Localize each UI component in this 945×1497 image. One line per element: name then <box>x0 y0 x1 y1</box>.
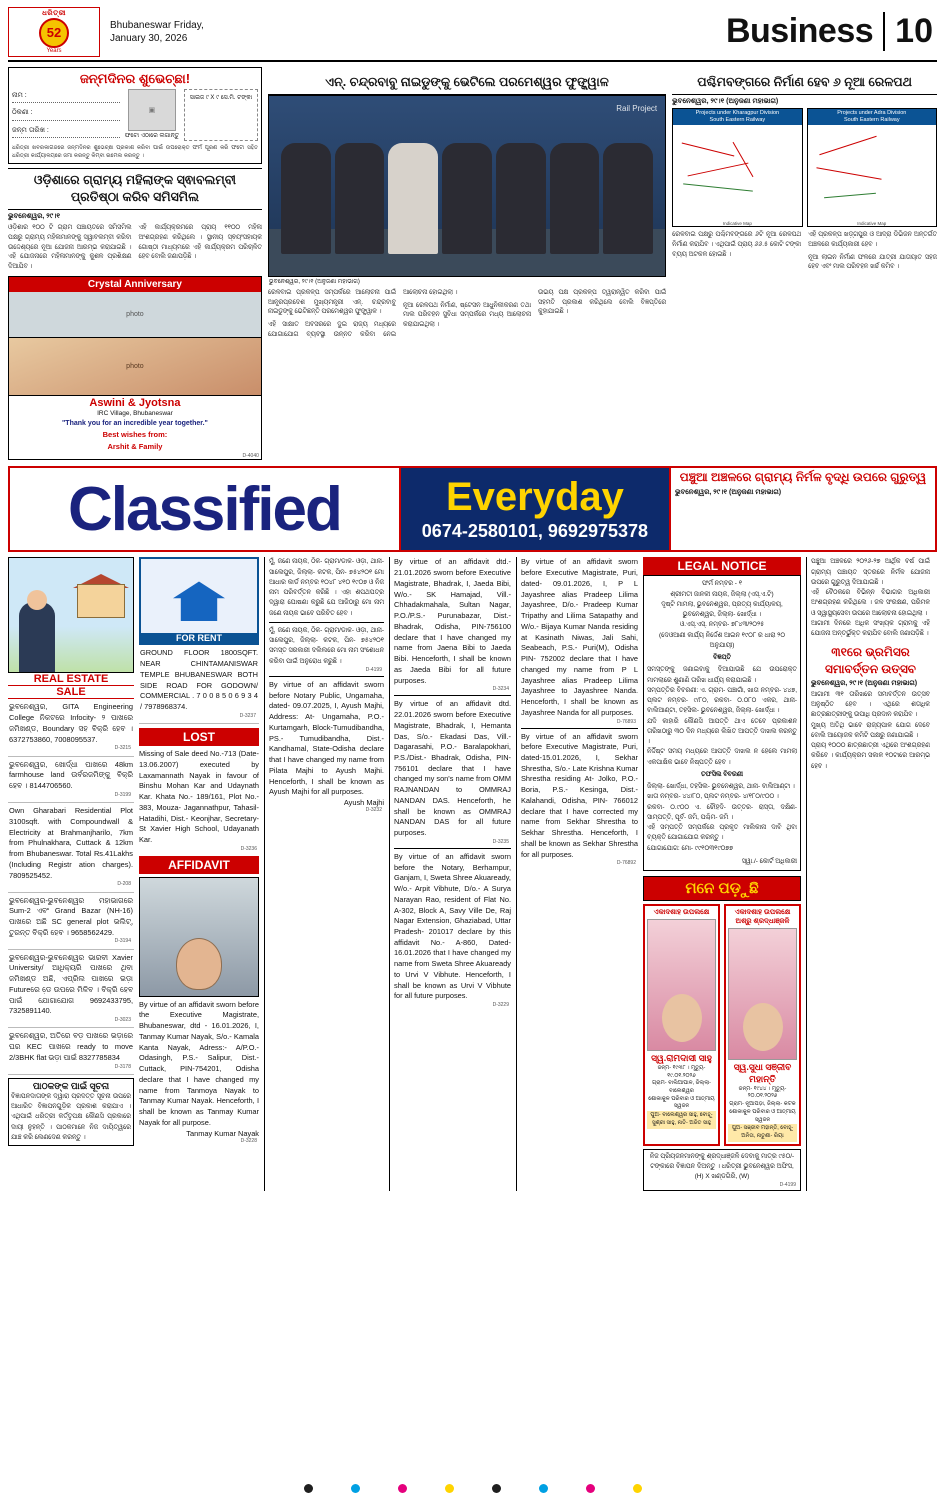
lost-notice-text: Missing of Sale deed No.-713 (Date- 13.06.2007) executed by Laxamannath Nayak in favour of Binshu Mohan Kar and Udaynath Kar. Khata No.- 189/161, Plot No.- 383, Mouza- Jagannathpur, Tahasil- Hatadihi, Dist.- Keonjhar, Secretary- St Xavier High School, Udayanath Kar. <box>139 749 259 845</box>
reader-notice-title: ପାଠକଙ୍କ ପାଇଁ ସୂଚନା <box>32 1080 110 1091</box>
page-number: 10 <box>883 12 933 51</box>
mid-story-1-photo <box>268 95 666 277</box>
color-dot <box>398 1484 407 1493</box>
left-article-para-2: ଏହି କାର୍ଯ୍ୟକ୍ରମରେ ପ୍ରାୟ ୧୧୦୦ ମହିଳା ଅଂଶଗ୍ରହଣ କରିଥିଲେ । ସ୍ଥାନୀୟ ସ୍ଵୟଂସହାୟକ ଗୋଷ୍ଠୀ ମାଧ୍ୟମରେ ଏହି କାର୍ଯ୍ୟକ୍ରମ ପରିଚାଳିତ ହେବ ବୋଲି ଜଣାପଡ଼ିଛି । <box>138 224 262 261</box>
classified-wordmark <box>10 468 401 550</box>
affidavit-signature: Ayush Majhi <box>343 798 384 808</box>
anniversary-quote: "Thank you for an incredible year together." <box>61 419 208 427</box>
dateline-date: January 30, 2026 <box>110 32 188 44</box>
memorial-rate-box <box>643 1149 801 1192</box>
mid-story-1-body <box>268 288 666 340</box>
ad-code: D-3199 <box>114 791 131 798</box>
real-estate-title-line2: SALE <box>8 686 134 699</box>
color-dot <box>633 1484 642 1493</box>
legal-body-2: ସମ୍ପତ୍ତିର ବିବରଣୀ: ଏ. ଗ୍ରାମ- ପଞ୍ଚାଗାଁ, ଖାତା ନମ୍ବର- ୪୪୭, ପ୍ଲଟ ନମ୍ବର- ୯/୮୦, ରକବା- ୦.୦୮୦ ଏକର, ଥାନା- ବାଲିଆଣ୍ଟା, ତହସିଲ- ଭୁବନେଶ୍ୱର, ଜିଲ୍ଲା- ଖୋର୍ଦ୍ଧା । <box>647 686 797 715</box>
memorial-rate-code: D-4199 <box>779 1182 796 1189</box>
map-2-title: Projects under Adra Division <box>837 109 907 116</box>
anniversary-ad-code: D-4040 <box>242 453 259 460</box>
right-story-1-para-1: ପଞ୍ଚୁଆ ଅଞ୍ଚଳରେ ୨୦୨୬-୨୭ ଆର୍ଥିକ ବର୍ଷ ପାଇଁ ଗ୍ରାମ୍ୟ ପଞ୍ଚାୟତ ସ୍ତରରେ ନିର୍ମଳ ଯୋଜନା ଉପରେ ଗୁରୁତ୍ୱ ଦିଆଯାଇଛି । <box>811 558 930 586</box>
real-estate-illustration <box>8 557 134 673</box>
memorial-dates: ଜନ୍ମ- ୧୯୩୮ । ମୃତ୍ୟୁ- ୧୯.୦୧.୨୦୨୬ <box>657 1065 706 1079</box>
memorial-note: ଶୋକାକୁଳ ପରିବାର ଓ ଆତ୍ମୀୟ ସ୍ୱଜନ <box>648 1095 715 1110</box>
left-article-body <box>8 223 262 272</box>
logo-wordmark: ଧରିତ୍ରୀ <box>42 9 66 17</box>
logo-anniversary-circle: 52 <box>39 18 69 48</box>
memorial-photo <box>647 919 716 1051</box>
right-column <box>672 67 937 460</box>
memorial-ads <box>643 904 801 1145</box>
masthead <box>8 6 937 62</box>
legal-act-reference: (ଦେଓଆଣୀ କାର୍ଯ୍ୟ ନିର୍ଦ୍ଦେଶ ଆଇନ ୧୯୦୮ ର ଧାରା ୨୦ ଅନୁଯାୟୀ) <box>659 631 785 649</box>
lost-section-header: LOST <box>139 728 259 746</box>
mid-story-1-caption: ଭୁବନେଶ୍ୱର, ୨୯।୧ (ଅନୁଜଣା ମହାଭାଗ) <box>268 278 360 285</box>
memorial-note: ଶୋକାକୁଳ ପରିବାର ଓ ଆତ୍ମୀୟ ସ୍ୱଜନ <box>729 1108 796 1123</box>
right-story-1-para-3: ଆଗାମୀ ଦିନରେ ଅଧିକ ସଂଖ୍ୟକ ଗ୍ରାମକୁ ଏହି ଯୋଜନା ଅନ୍ତର୍ଭୁକ୍ତ କରାଯିବ ବୋଲି ଜଣାପଡ଼ିଛି । <box>811 619 930 638</box>
ad-code: D-3178 <box>114 1063 131 1070</box>
railway-maps <box>672 108 937 227</box>
classified-phone-numbers[interactable]: 0674-2580101, 9692975378 <box>421 520 649 541</box>
greeting-form-fields <box>12 89 120 141</box>
anniversary-from-names: Arshit & Family <box>107 441 163 451</box>
map-1-title: Projects under Kharagpur Division <box>695 109 780 116</box>
affidavit-text: By virtue of an affidavit sworn before Notary Public, Ungamaha, dated- 09.07.2025, I, Ayush Majhi, Address: At- Ungamaha, P.O.- Kurtamgarh, Block-Tumudibandha, PS.- Tumudibandha, Dist.- Kandhamal, State-Odisha declare that I have changed my name from Pilata Majhi to Ayush Majhi. Henceforth, I shall be known as Ayush Majhi for all purposes. <box>269 679 384 797</box>
map-1-subtitle: South Eastern Railway <box>709 117 766 124</box>
top-content-area <box>8 67 937 460</box>
anniversary-title: Crystal Anniversary <box>9 277 261 292</box>
mid-story-1-headline: ଏନ୍. ଚନ୍ଦ୍ରବାବୁ ନାଇଡୁଙ୍କୁ ଭେଟିଲେ ପରମେଶ୍ୱର ଫୁଙ୍କ୍ୱାଳ <box>268 71 666 95</box>
right-story-2-para-3: ପ୍ରାୟ ୧୦୦୦ ଛାତ୍ରଛାତ୍ରୀ ଏଥିରେ ଅଂଶଗ୍ରହଣ କରିବେ । କାର୍ଯ୍ୟକ୍ରମ ସକାଳ ୧୦ଟାରେ ଆରମ୍ଭ ହେବ । <box>811 742 930 770</box>
mid-story-1-para-4: ଉଭୟ ପକ୍ଷ ପ୍ରକଳ୍ପ ତ୍ୱରାନ୍ୱିତ କରିବା ପାଇଁ ସହମତି ପ୍ରକାଶ କରିଥିଲେ ବୋଲି ବିଜ୍ଞପ୍ତିରେ କୁହାଯାଇଛି । <box>538 288 667 316</box>
ad-code: D-3237 <box>239 712 256 719</box>
legal-property-line-3: ରକବା- ୦.୯୦୦ ଏ. ଚୌହଦି- ଉତ୍ତର- ରାସ୍ତା, ଦକ୍ଷିଣ- ସାମ୍ପତ୍ତି, ପୂର୍ବ- ଜମି, ପଶ୍ଚିମ- ଜମି । <box>647 803 797 821</box>
greeting-title: ଜନ୍ମଦିନର ଶୁଭେଚ୍ଛା! <box>79 71 191 86</box>
affidavit-signature: Tanmay Kumar Nayak <box>186 1128 259 1138</box>
right-story-2-para-2: ମୁଖ୍ୟ ଅତିଥି ଭାବେ ରାଜ୍ୟପାଳ ଯୋଗ ଦେବେ ବୋଲି ଆୟୋଜକ କମିଟି ପକ୍ଷରୁ ଜଣାଯାଇଛି । <box>811 721 930 739</box>
affidavit-ad-code: D-3229 <box>492 1002 509 1009</box>
map-card-adra <box>807 108 937 227</box>
color-dot <box>539 1484 548 1493</box>
color-dot <box>304 1484 313 1493</box>
affidavit-column-4 <box>516 557 638 1191</box>
affidavit-portrait-photo <box>139 877 259 997</box>
legal-court-line-2: ଦୃଷ୍ଟି ମାମଲା, ଭୁବନେଶ୍ୱର, ପ୍ରତ୍ୟ କାର୍ଯ୍ୟାଳୟ, ଭୁବନେଶ୍ୱର, ଜିଲ୍ଲା- ଖୋର୍ଦ୍ଧା । <box>661 600 783 619</box>
greeting-field-address: ଠିକଣା : <box>12 106 120 120</box>
mid-story-2-para-3: ନୂଆ ଲାଇନ ନିର୍ମାଣ ଫଳରେ ଯାତ୍ରୀ ଯାତାୟାତ ସହଜ ହେବ ଏବଂ ମାଲ ପରିବହନ ଖର୍ଚ୍ଚ କମିବ । <box>808 253 937 271</box>
mid-story-2-body <box>672 230 937 272</box>
anniversary-from-label: Best wishes from: <box>102 429 168 439</box>
memorial-name: ସ୍ୱ.ରାମଦାସୀ ସାହୁ <box>651 1053 712 1064</box>
classified-banner <box>8 466 937 552</box>
legal-signature: ସ୍ୱା./- କୋର୍ଟ ଅଧିକାରୀ <box>741 857 797 865</box>
classified-ad <box>139 645 259 724</box>
color-dot <box>586 1484 595 1493</box>
real-estate-column <box>8 557 134 1191</box>
odia-affidavit-column <box>264 557 384 1191</box>
classified-word: Classified <box>67 474 341 544</box>
reader-notice-text: ବିଜ୍ଞାପନଦାତାଙ୍କ ଦ୍ୱାରା ପ୍ରଦତ୍ତ ସୂଚନା ଉପରେ ଆଧାରିତ ବିଜ୍ଞାପନଗୁଡ଼ିକ ପ୍ରକାଶ କରାଯାଏ । ଏଥିପାଇଁ ଧରିତ୍ରୀ କର୍ତ୍ତୃପକ୍ଷ କୌଣସି ପ୍ରକାରେ ଦାୟୀ ନୁହନ୍ତି । ପାଠକମାନେ ନିଜ ଦାୟିତ୍ୱରେ ଯାଞ୍ଚ କରି ଲେଣଦେଣ କରନ୍ତୁ । <box>11 1092 131 1141</box>
ad-code: D-3023 <box>114 1017 131 1024</box>
affidavit-ad-code: D-3228 <box>240 1137 257 1144</box>
affidavit-column-3 <box>389 557 511 1191</box>
anniversary-photo-top: photo <box>9 292 261 338</box>
legal-court-line-1: ଶ୍ରୀମତୀ ଜାନକୀ ନାୟକ, ଜିଲ୍ଲା (ଏସ୍.ଏ.ଟି) <box>670 590 774 598</box>
legal-case-number: ଓ.ଏସ୍.ଏସ୍. ନମ୍ବର- ୭୮୪୩/୨୦୨୫ <box>679 621 765 629</box>
map-1-caption: Indicative Map <box>722 221 752 227</box>
right-story-1-para-2: ଏହି ବୈଠକରେ ବିଭିନ୍ନ ବିଭାଗର ଅଧିକାରୀ ଅଂଶଗ୍ରହଣ କରିଥିଲେ । ଜଳ ସଂରକ୍ଷଣ, ପରିମଳ ଓ ସ୍ୱାସ୍ଥ୍ୟସେବା ଉପରେ ଆଲୋଚନା ହୋଇଥିଲା । <box>811 589 930 617</box>
legal-body-3: ଯଦି କାହାରି କୌଣସି ଆପତ୍ତି ଥାଏ ତେବେ ପ୍ରକାଶନ ତାରିଖଠାରୁ ୩୦ ଦିନ ମଧ୍ୟରେ ଲିଖିତ ଆପତ୍ତି ଦାଖଲ କରନ୍ତୁ । <box>647 717 797 746</box>
left-article-headline: ଓଡ଼ିଶାରେ ଗ୍ରାମ୍ୟ ମହିଲାଙ୍କ ସ୍ଵାବଲମ୍ବୀ ପ୍ରତିଷ୍ଠା କରିବ ସମିସମିଲ <box>8 168 262 210</box>
mid-story-1-para-3: ନୂଆ ରେଳପଥ ନିର୍ମାଣ, ଷ୍ଟେସନ ଆଧୁନିକୀକରଣ ତଥା ମାଲ ପରିବହନ ସୁବିଧା ସମ୍ପର୍କରେ ମଧ୍ୟ ଆଲୋଚନା କରାଯାଇଥିଲା । <box>402 301 532 329</box>
lost-ad-code: D-3236 <box>240 845 257 852</box>
legal-property-line-2: ଖାତା ନମ୍ବର- ୪୪/୮୦, ପ୍ଲଟ ନମ୍ବର- ୪/୧୮୦/୯୦୦ । <box>647 793 779 801</box>
for-rent-illustration <box>139 557 259 645</box>
ad-text: ଭୁବନେଶ୍ୱର, ଅତିରେ ବଡ଼ ପାଖରେ ଭଡ଼ାରେ ଘର KEC ପାଖରେ ready to move 2/3BHK flat ଭଡ଼ା ପାଇଁ 8327785834 <box>9 1031 133 1062</box>
middle-column <box>268 67 666 460</box>
classified-ad <box>8 757 134 803</box>
greeting-photo-caption: ଫଟୋ ଏଠାରେ ଲଗାନ୍ତୁ <box>124 133 180 139</box>
mid-story-1-para-2: ଏହି ସାକ୍ଷାତ ଅବସରରେ ଦୁଇ ରାଜ୍ୟ ମଧ୍ୟରେ ଯୋଗାଯୋଗ ବ୍ୟବସ୍ଥା ଉନ୍ନତ କରିବା ନେଇ ଆଲୋଚନା ହୋଇଥିଲା । <box>267 288 458 338</box>
legal-contact: ଯୋଗାଯୋଗ: ମୋ- ୯୯୧୦୩୧୯୦୭୭ <box>647 844 734 852</box>
anniversary-photo-couple: photo <box>9 338 261 396</box>
legal-property-title: ତଫସିଲ ବିବରଣୀ <box>701 770 743 778</box>
memorial-occasion: ଏକାଦଶାହ ଉପଲକ୍ଷେ ଅଶ୍ରୁ ଶ୍ରଦ୍ଧାଞ୍ଜଳି <box>734 909 791 926</box>
ad-code: D-3194 <box>114 938 131 945</box>
classified-ad <box>8 950 134 1029</box>
classified-contact <box>401 468 669 550</box>
mid-story-2-byline: ଭୁବନେଶ୍ୱର, ୨୯।୧ (ଅନୁଜଣା ମହାଭାଗ) <box>672 97 779 105</box>
memorial-family: ପୁଅ- ସଞ୍ଜୀବ ମହାନ୍ତି, ବୋହୂ- ଅନିତା, ନାତୁଣୀ- ରିୟା <box>728 1124 797 1141</box>
legal-notice-box <box>643 575 801 871</box>
legal-form-line: ଫର୍ମ ନମ୍ବର - ୧ <box>701 580 743 588</box>
section-title: Business <box>725 12 874 50</box>
classified-section <box>8 557 937 1191</box>
real-estate-title-line1: REAL ESTATE <box>8 673 134 686</box>
odia-affidavit-para-1: ମୁଁ, ଜଣେ ନାୟକ, ଠିକ- ଗ୍ରାମ/ଡାକ- ଓଡ଼ା, ଥାନା- ସାଲେପୁର, ଜିଲ୍ଲା- କଟକ, ପିନ- ୭୫୪୨୦୧ ମୋ ଆଧାର କାର୍ଡ ନମ୍ବର ୧୦୪୮ ୪୧୦ ୧୯୦୭ ଓ ନିଜ ନାମ ପରିବର୍ତ୍ତନ କରିଛି । ଏହା ଶପଥପତ୍ର ଦ୍ୱାରା ଘୋଷଣା କରୁଛି ଯେ ଆଜିଠାରୁ ମୋ ନାମ ଜଣେ ନାୟକ ଭାବେ ପରିଚିତ ହେବ । <box>269 558 384 617</box>
dateline <box>100 19 204 45</box>
right-story-1-head-area <box>669 468 935 550</box>
ad-text: ଭୁବନେଶ୍ୱର, ଖୋର୍ଦ୍ଧା ପାଖରେ 48km farmhouse land ଉର୍ବରଜମିଙ୍କୁ ବିକ୍ରି ହେବ । 8144706560. <box>9 759 133 791</box>
odia-affidavit-code: D-4199 <box>365 666 382 673</box>
legal-and-memorial-column <box>643 557 801 1191</box>
legal-body-4: ନିର୍ଦ୍ଦିଷ୍ଟ ସମୟ ମଧ୍ୟରେ ଆପତ୍ତି ଦାଖଲ ନ ହେଲେ ମାମଲା ଏକପାକ୍ଷିକ ଭାବେ ନିଷ୍ପତ୍ତି ହେବ । <box>647 748 797 766</box>
memorial-section-header: ମନେ ପଡ଼ୁଛି <box>643 876 801 901</box>
right-story-2-byline: ଭୁବନେଶ୍ୱର, ୨୯।୧ (ଅନୁଜଣା ମହାଭାଗ) <box>811 679 918 687</box>
anniversary-address: IRC Village, Bhubaneswar <box>97 409 173 417</box>
registration-color-dots <box>0 1484 945 1493</box>
map-1-image <box>673 125 801 221</box>
affidavit-text: By virtue of an affidavit sworn before Executive Magistrate, Puri, dated- 09.01.2026, I, P L Jayashree alias Pradeep Lilima Jayashree, D/o.- Pradeep Kumar Tripathy and Lilima Satapathy and W/o.- Bijaya Kumar Nanda residing at Kasinath Niwas, Jali Sahi, Seabeach, P.S.- Puri(M), Odisha PIN- 752002 declare that I have changed my name from P L Jayashree alias Pradeep Lilima Jayashree to Jayashree Nanda. Henceforth, I shall be known as Jayashree Nanda for all purposes. <box>521 557 638 717</box>
memorial-family: ପୁଅ- ବାଲେଶ୍ୱର ସାହୁ, ବୋହୂ- ସୁଶ୍ରୀ ସାହୁ, ନାତି- ଅଜିତ ସାହୁ <box>647 1111 716 1128</box>
right-news-column <box>806 557 930 1191</box>
ad-text: ଭୁବନେଶ୍ୱର, GITA Engineering College ନିକଟରେ Infocity- ୨ ପାଖରେ ଜମିଖଣ୍ଡ, Boundary ସହ ବିକ୍ରି ହେବ । 6372753860, 7008095537. <box>9 702 133 744</box>
affidavit-ad-code: D-76893 <box>616 718 636 725</box>
right-story-2-headline: ୩୧ରେ ଭ୍ରମିସର ସମାବର୍ତ୍ତନ ଉତ୍ସବ <box>825 645 916 676</box>
affidavit-text: By virtue of an affidavit sworn before the Notary, Berhampur, Ganjam, I, Sweta Shree Akuaready, W/o.- Arpit Vibhute, D/o.- A Surya Narayan Rao, resident of Flat No. A-302, Block A, Savy Ville De, Raj Nagar Extension, Ghaziabad, Uttar Pradesh- 201017 declare by this affidavit No.- A-860, Dated- 16.01.2026 that I have changed my name from Sweta Shree Akuaready to Urvi V Vibhute. Henceforth, I shall be known as Urvi V Vibhute for all future purposes. <box>394 851 511 1001</box>
greeting-size-note: ସାଇଜ ୯ X ୯ ସେ.ମି. ଟଙ୍କା <box>184 89 258 141</box>
memorial-ad <box>643 904 720 1145</box>
color-dot <box>492 1484 501 1493</box>
mid-story-2-para-2: ଏହି ପ୍ରକଳ୍ପ ଖଡ଼଼୍ଗପୁର ଓ ଆଦ୍ରା ଡିଭିଜନ ଅନ୍ତର୍ଗତ ଅଞ୍ଚଳରେ କାର୍ଯ୍ୟକାରୀ ହେବ । <box>808 231 937 248</box>
anniversary-advertisement <box>8 276 262 461</box>
classified-ad <box>8 893 134 950</box>
legal-body-1: ସମସ୍ତଙ୍କୁ ଜଣାଇବାକୁ ଦିଆଯାଉଛି ଯେ ଉପରୋକ୍ତ ମାମଲାରେ ଶୁଣାଣି ତାରିଖ ଧାର୍ଯ୍ୟ କରାଯାଇଛି । <box>647 666 797 684</box>
ad-code: D-3215 <box>114 745 131 752</box>
legal-notice-header: LEGAL NOTICE <box>643 557 801 575</box>
memorial-photo <box>728 928 797 1060</box>
classified-ad <box>8 1028 134 1074</box>
memorial-occasion: ଏକାଦଶାହ ଉପଲକ୍ଷେ <box>653 909 710 917</box>
affidavit-ad-code: D-3234 <box>492 686 509 693</box>
map-2-image <box>808 125 936 221</box>
color-dot <box>445 1484 454 1493</box>
for-rent-badge: FOR RENT <box>141 633 257 643</box>
legal-subject: ବିଜ୍ଞପ୍ତି <box>713 654 731 662</box>
color-dot <box>351 1484 360 1493</box>
memorial-name: ସ୍ୱ.ସୁଧା ସଞ୍ଜୀବ ମହାନ୍ତି <box>733 1062 792 1085</box>
affidavit-text: By virtue of an affidavit dtd. 22.01.2026 sworn before Executive Magistrate, Bhadrak, I, Hemanta Das, S/o.- Ekadasi Das, Vill.- Dagarasahi, P.O.- Baralapokhari, P.S./Dist.- Bhadrak, Odisha, PIN- 756101 declare that I have changed my son's name from OMM RAJNANDAN to OMMRAJ NANDAN DAS. Henceforth, he shall be known as OMMRAJ NANDAN DAS for all future purposes. <box>394 699 511 838</box>
reader-notice-box <box>8 1078 134 1146</box>
greeting-photo-slot <box>124 89 180 141</box>
anniversary-names: Aswini & Jyotsna <box>89 396 181 409</box>
legal-property-line-4: ଏହି ସମ୍ପତ୍ତି ସମ୍ପର୍କରେ ପ୍ରକୃତ ମାଲିକାନା ଦାବି ଥିବା ବ୍ୟକ୍ତି ଯୋଗାଯୋଗ କରନ୍ତୁ । <box>647 824 797 842</box>
memorial-address: ଗ୍ରାମ- ବାଲିଆପାଳ, ଜିଲ୍ଲା- ବାଲେଶ୍ୱର <box>652 1080 711 1095</box>
mid-story-2-headline: ପଶ୍ଚିମବଙ୍ଗରେ ନିର୍ମାଣ ହେବ ୬ ନୂଆ ରେଳପଥ <box>672 71 937 95</box>
affidavit-text: By virtue of an affidavit sworn before Executive Magistrate, Puri, dated-15.01.2026, I, Sekhar Shrestha, S/o.- Late Krishna Kumar Shrestha residing At- Jolko, P.O.- Boria, P.S.- Kesinga, Dist.- Kalahandi, Odisha, PIN- 766012 declare that I have corrected my name from Sekhar Shrestha to Sekhar Shrestha. Henceforth, I shall be known as Sekhar Shrestha for all purposes. <box>521 731 638 859</box>
mid-story-2-para-1: ରେଳବାଇ ପକ୍ଷରୁ ପଶ୍ଚିମବଙ୍ଗରେ ୬ଟି ନୂଆ ରେଳପଥ ନିର୍ମାଣ କରାଯିବ । ଏଥିପାଇଁ ପ୍ରାୟ ୬୬.୫ କୋଟି ଟଙ୍କା ବ୍ୟୟ ଅଟକଳ ହୋଇଛି । <box>672 231 802 258</box>
ad-text: Own Gharabari Residential Plot 3100sqft. with Compoundwall & Electricity at Brahmanjharilo, 7km from Phulnakhara, Cuttack & 12km from Bhubaneswar. Total Rs.41Lakhs (Including Registr ation charges). 7809525452. <box>9 806 133 880</box>
affidavit-ad-code: D-3232 <box>365 807 382 814</box>
affidavit-ad-code: D-76892 <box>616 860 636 867</box>
birthday-greeting-ad <box>8 67 262 164</box>
greeting-terms: ଧରିତ୍ରୀ ଖବରକାଗଜରେ ଜନ୍ମଦିନର ଶୁଭେଚ୍ଛା ପ୍ରକାଶ କରିବା ପାଇଁ ଉପରୋକ୍ତ ଫର୍ମ ପୂରଣ କରି ଫଟୋ ସହିତ ଧରିତ୍ରୀ କାର୍ଯ୍ୟାଳୟରେ ଜମା କରନ୍ତୁ କିମ୍ବା ଇମେଲ କରନ୍ତୁ । <box>12 144 258 160</box>
greeting-field-dob: ଜନ୍ମ ତାରିଖ : <box>12 124 120 138</box>
right-story-2-para-1: ଆଗାମୀ ୩୧ ତାରିଖରେ ସମାବର୍ତ୍ତନ ଉତ୍ସବ ଅନୁଷ୍ଠିତ ହେବ । ଏଥିରେ ଶତାଧିକ ଛାତ୍ରଛାତ୍ରୀଙ୍କୁ ଉପାଧି ପ୍ରଦାନ କରାଯିବ । <box>811 690 930 719</box>
map-2-subtitle: South Eastern Railway <box>843 117 900 124</box>
classified-ad <box>8 803 134 892</box>
right-story-1-byline: ଭୁବନେଶ୍ୱର, ୨୯।୧ (ଅନୁଜଣା ମହାଭାଗ) <box>675 489 782 497</box>
mid-story-1-para-1: ରେଳବାଇ ପ୍ରକଳ୍ପ ସମ୍ପର୍କରେ ଆଲୋଚନା ପାଇଁ ଆନ୍ଧ୍ରପ୍ରଦେଶ ମୁଖ୍ୟମନ୍ତ୍ରୀ ଏନ୍. ଚନ୍ଦ୍ରବାବୁ ନାଇଡୁଙ୍କୁ ଭେଟିଛନ୍ତି ପରମେଶ୍ୱର ଫୁଙ୍କ୍ୱାଳ । <box>267 288 396 316</box>
left-column <box>8 67 262 460</box>
greeting-field-name: ନାମ : <box>12 89 120 103</box>
classified-everyday-label: Everyday <box>445 474 624 519</box>
left-article-para-1: ଓଡ଼ିଶାର ୧୦୦ ଟି ଗ୍ରାମ ପଞ୍ଚାୟତରେ ସମିସମିଲ ପକ୍ଷରୁ ଗ୍ରାମ୍ୟ ମହିଳାମାନଙ୍କୁ ସ୍ୱାବଲମ୍ବୀ କରିବା ଉଦ୍ଦେଶ୍ୟରେ ନୂଆ ଯୋଜନା ଆରମ୍ଭ କରାଯାଇଛି । ଏହି ଯୋଜନାରେ ମହିଳାମାନଙ୍କୁ କୁଶଳ ପ୍ରଶିକ୍ଷଣ ଦିଆଯିବ । <box>8 224 132 271</box>
memorial-dates: ଜନ୍ମ- ୧୯୪୪ । ମୃତ୍ୟୁ- ୨୦.୦୧.୨୦୨୬ <box>738 1085 787 1100</box>
odia-affidavit-para-2: ମୁଁ, ଜଣେ ନାୟକ, ଠିକ- ଗ୍ରାମ/ଡାକ- ଓଡ଼ା, ଥାନା- ସାଲେପୁର, ଜିଲ୍ଲା- କଟକ, ପିନ- ୭୫୪୨୦୧ ସମସ୍ତ ସରକାରୀ ଦଲିଲରେ ମୋ ନାମ ସଂଶୋଧନ କରିବା ପାଇଁ ଅନୁରୋଧ କରୁଛି । <box>269 626 384 665</box>
affidavit-text: By virtue of an affidavit dtd.- 21.01.2026 sworn before Executive Magistrate, Bhadrak, I, Jaeda Bibi, W/o.- SK Hamajad, Vill.- Chhadakmahala, Sultan Nagar, P.O./P.S.- Purunabazar, Dist.- Bhadrak, Odisha, PIN-756100 declare that I have changed my name from Jaena Bibi to Jaeda Bibi. Henceforth, I shall be known as Jaeda Bibi for all future purposes. <box>394 557 511 685</box>
ad-text: ଭୁବନେଶ୍ୱର-ଭୁବନେଶ୍ୱର ଭାରବୀ Xavier University/ ଆଧିକ୍ୟରି ପାଖରେ ଥିବା ଜମିଖଣ୍ଡ ଅଛି, ଏପ୍ରିଲ ପାଖରେ ଭଡ଼ା Futureରେ ଡେ଼ ଉପରେ ମିଳିବ । ବିକ୍ରି ହେବ ପାଇଁ ଯୋଗାଯୋଗ 9692433795, 7325891140. <box>9 952 133 1016</box>
ad-text: GROUND FLOOR 1800SQFT. NEAR CHINTAMANISWAR TEMPLE BHUBANESWAR BOTH SIDE ROAD FOR GODOWN/ COMMERCIAL . 7 0 0 8 5 0 6 9 3 4 / 7978968374. <box>140 648 258 712</box>
left-article-byline: ଭୁବନେଶ୍ୱର, ୨୯।୧ <box>8 213 61 221</box>
affidavit-section-header: AFFIDAVIT <box>139 856 259 874</box>
affidavit-ad-code: D-3235 <box>492 838 509 845</box>
photo-backdrop-text: Rail Project <box>616 103 658 113</box>
ad-text: ଭୁବନେଶ୍ୱର-ଭୁବନେଶ୍ୱର ମହାଭାଗରେ Sum-2 ଏବଂ Grand Bazar (NH-16) ପାଖରେ ଅଛି SC general plot ଭଲିଟ୍, ତୁରନ୍ତ ବିକ୍ରି ହେବ । 9658562429. <box>9 895 133 937</box>
memorial-ad <box>724 904 801 1145</box>
photo-placeholder-icon: ▣ <box>128 89 176 131</box>
legal-property-line-1: ଜିଲ୍ଲା- ଖୋର୍ଦ୍ଧା, ତହସିଲ- ଭୁବନେଶ୍ୱର, ଥାନା- ବାଲିଆଣ୍ଟା । <box>647 783 795 791</box>
map-card-kharagpur <box>672 108 802 227</box>
map-2-caption: Indicative Map <box>857 221 887 227</box>
affidavit-text: By virtue of an affidavit sworn before the Executive Magistrate, Bhubaneswar, dtd - 16.01.2026, I, Tanmay Kumar Nayak, S/o.- Kamala Kanta Nayak, Adress:- A/P.O.- Odasingh, P.S.- Salipur, Dist.- Cuttack, PIN-754201, Odisha declare that I have changed my name from Tanmoya Nayak to Tanmay Kumar Nayak. Henceforth, I shall be known as Tanmay Kumar Nayak for all purpose. <box>139 999 259 1127</box>
ad-code: D-208 <box>117 881 131 888</box>
house-icon <box>173 581 225 621</box>
classified-ad <box>8 699 134 756</box>
memorial-address: ଗ୍ରାମ- ନୂଆପଡ଼ା, ଜିଲ୍ଲା- କଟକ <box>729 1101 796 1108</box>
publication-logo <box>8 7 100 57</box>
masthead-right <box>726 12 937 51</box>
right-story-1-headline: ପଞ୍ଚୁଆ ଅଞ୍ଚଳରେ ଗ୍ରାମ୍ୟ ନିର୍ମଳ ବୃଦ୍ଧି ଉପରେ ଗୁରୁତ୍ୱ <box>679 470 927 485</box>
logo-years-label: Years <box>46 47 62 54</box>
memorial-rate-text: ନିଜ ପ୍ରିୟଜନମାନଙ୍କୁ ଶ୍ରଦ୍ଧାଞ୍ଜଳି ଦେବାକୁ ମାତ୍ର ୯୫୦/- ଟଙ୍କାରେ ବିଜ୍ଞାପନ ଦିଅନ୍ତୁ । ଧରିତ୍ରୀ ଭୁବନେଶ୍ୱର ଅଫିସ, (H) X ଖଣ୍ଡଗିରି, (W) <box>649 1152 795 1181</box>
dateline-city-day: Bhubaneswar Friday, <box>110 19 204 31</box>
rent-lost-affidavit-column <box>139 557 259 1191</box>
